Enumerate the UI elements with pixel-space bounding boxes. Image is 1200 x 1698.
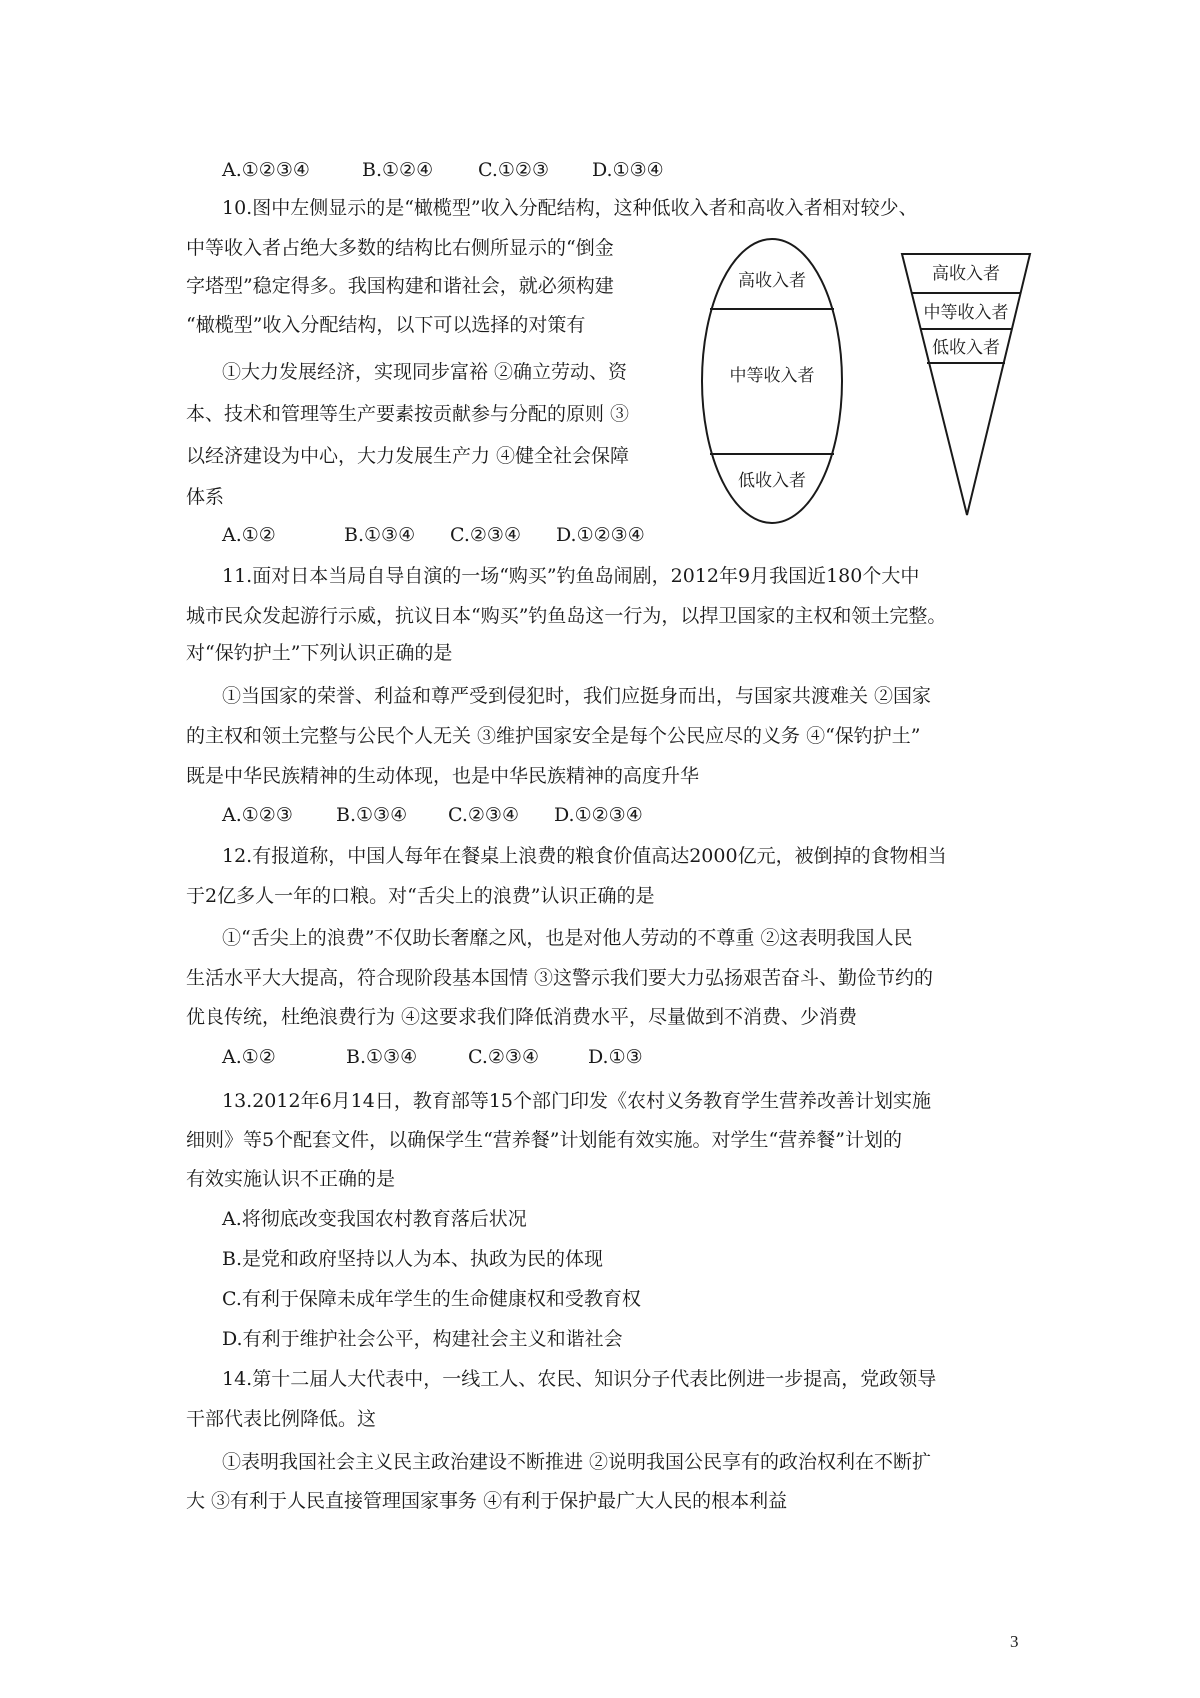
q10-stem-line: 10.图中左侧显示的是“橄榄型”收入分配结构，这种低收入者和高收入者相对较少、: [222, 197, 918, 219]
q11-stem-line: 城市民众发起游行示威，抗议日本“购买”钓鱼岛这一行为，以捍卫国家的主权和领土完整。: [186, 605, 947, 627]
q12-statement-line: 优良传统，杜绝浪费行为 ④这要求我们降低消费水平，尽量做到不消费、少消费: [186, 1006, 858, 1028]
page-number: 3: [1010, 1632, 1019, 1651]
q13-stem-line: 13.2012年6月14日，教育部等15个部门印发《农村义务教育学生营养改善计划实施: [222, 1090, 932, 1112]
q11-statement-line: ①当国家的荣誉、利益和尊严受到侵犯时，我们应挺身而出，与国家共渡难关 ②国家: [222, 685, 932, 707]
olive-structure: [702, 239, 842, 523]
q14-statement-line: 大 ③有利于人民直接管理国家事务 ④有利于保护最广大人民的根本利益: [186, 1490, 788, 1512]
q10-statement-line: 体系: [186, 486, 225, 508]
q13-choice-c: C.有利于保障未成年学生的生命健康权和受教育权: [222, 1288, 641, 1310]
q13-stem-line: 有效实施认识不正确的是: [186, 1168, 396, 1190]
olive-label-high: 高收入者: [738, 271, 806, 291]
q14-stem-line: 干部代表比例降低。这: [186, 1408, 377, 1430]
q12-stem-line: 12.有报道称，中国人每年在餐桌上浪费的粮食价值高达2000亿元，被倒掉的食物相当: [222, 845, 947, 867]
q12-stem-line: 于2亿多人一年的口粮。对“舌尖上的浪费”认识正确的是: [186, 885, 655, 907]
q12-option-b: B.①③④: [346, 1046, 418, 1068]
q9-option-a: A.①②③④: [222, 159, 310, 181]
q9-options: [222, 157, 664, 183]
q13-choice-d: D.有利于维护社会公平，构建社会主义和谐社会: [222, 1328, 623, 1350]
q11-option-a: A.①②③: [222, 804, 293, 826]
q9-option-b: B.①②④: [362, 159, 434, 181]
inverted-pyramid-structure: [902, 254, 1030, 515]
q11-options: [222, 802, 643, 828]
q12-statement-line: 生活水平大大提高，符合现阶段基本国情 ③这警示我们要大力弘扬艰苦奋斗、勤俭节约的: [186, 967, 934, 989]
q13-choice-b: B.是党和政府坚持以人为本、执政为民的体现: [222, 1248, 604, 1270]
q10-statement-line: 本、技术和管理等生产要素按贡献参与分配的原则 ③: [186, 403, 630, 425]
q9-option-d: D.①③④: [592, 159, 664, 181]
q11-option-d: D.①②③④: [554, 804, 643, 826]
q13-choice-a: A.将彻底改变我国农村教育落后状况: [222, 1208, 527, 1230]
q10-statement-line: 以经济建设为中心，大力发展生产力 ④健全社会保障: [186, 445, 630, 467]
q14-stem-line: 14.第十二届人大代表中，一线工人、农民、知识分子代表比例进一步提高，党政领导: [222, 1368, 937, 1390]
q11-option-b: B.①③④: [336, 804, 408, 826]
income-structure-diagram: [700, 236, 1040, 526]
q12-statement-line: ①“舌尖上的浪费”不仅助长奢靡之风，也是对他人劳动的不尊重 ②这表明我国人民: [222, 927, 913, 949]
q11-option-c: C.②③④: [448, 804, 519, 826]
q12-options: [222, 1044, 643, 1070]
pyramid-label-high: 高收入者: [932, 264, 1000, 284]
q12-option-c: C.②③④: [468, 1046, 539, 1068]
q12-option-d: D.①③: [588, 1046, 643, 1068]
q11-stem-line: 对“保钓护土”下列认识正确的是: [186, 642, 453, 664]
q13-stem-line: 细则》等5个配套文件，以确保学生“营养餐”计划能有效实施。对学生“营养餐”计划的: [186, 1129, 902, 1151]
q10-stem-line: 字塔型”稳定得多。我国构建和谐社会，就必须构建: [186, 275, 614, 297]
q10-stem-line: “橄榄型”收入分配结构，以下可以选择的对策有: [186, 314, 586, 336]
q10-stem-line: 中等收入者占绝大多数的结构比右侧所显示的“倒金: [186, 237, 614, 259]
q9-option-c: C.①②③: [478, 159, 549, 181]
pyramid-label-low: 低收入者: [932, 338, 1000, 358]
q10-options: [222, 522, 645, 548]
q14-statement-line: ①表明我国社会主义民主政治建设不断推进 ②说明我国公民享有的政治权利在不断扩: [222, 1451, 932, 1473]
olive-label-middle: 中等收入者: [729, 366, 815, 386]
q10-statement-line: ①大力发展经济，实现同步富裕 ②确立劳动、资: [222, 361, 628, 383]
q11-statement-line: 既是中华民族精神的生动体现，也是中华民族精神的高度升华: [186, 765, 700, 787]
pyramid-label-middle: 中等收入者: [923, 303, 1009, 323]
q10-option-c: C.②③④: [450, 524, 521, 546]
olive-label-low: 低收入者: [738, 471, 806, 491]
q10-option-a: A.①②: [222, 524, 276, 546]
q11-stem-line: 11.面对日本当局自导自演的一场“购买”钓鱼岛闹剧，2012年9月我国近180个大中: [222, 565, 920, 587]
q12-option-a: A.①②: [222, 1046, 276, 1068]
q11-statement-line: 的主权和领土完整与公民个人无关 ③维护国家安全是每个公民应尽的义务 ④“保钓护土”: [186, 725, 921, 747]
income-distribution-figure: [700, 236, 1040, 526]
q10-option-b: B.①③④: [344, 524, 416, 546]
q10-option-d: D.①②③④: [556, 524, 645, 546]
